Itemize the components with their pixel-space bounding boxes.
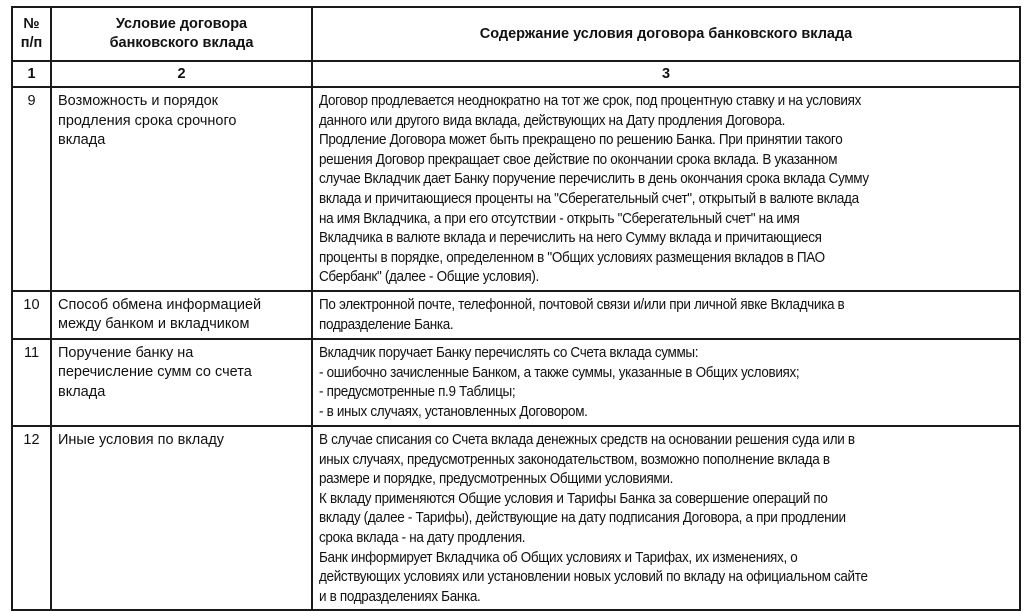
column-number: 1 xyxy=(12,61,51,87)
header-condition xyxy=(51,7,312,61)
content-line: Банк информирует Вкладчика об Общих условиях и Тарифах, их изменениях, о xyxy=(319,549,798,566)
condition-cell xyxy=(51,291,312,339)
content-line: подразделение Банка. xyxy=(319,316,454,333)
content-line: действующих условиях или установлении новых условий по вкладу на официальном сайте xyxy=(319,569,868,586)
table-row xyxy=(12,339,1020,426)
content-line: решения Договор прекращает свое действие по окончании срока вклада. В указанном xyxy=(319,151,838,168)
row-number: 12 xyxy=(12,426,51,610)
content-line: Вкладчика в валюте вклада и перечислить на него Сумму вклада и причитающиеся xyxy=(319,230,822,247)
content-cell xyxy=(312,87,1020,291)
content-line: К вкладу применяются Общие условия и Тарифы Банка за совершение операций по xyxy=(319,490,828,507)
row-number: 10 xyxy=(12,291,51,339)
content-cell xyxy=(312,426,1020,610)
row-number: 9 xyxy=(12,87,51,291)
condition-line: Способ обмена информацией xyxy=(58,296,262,313)
content-line: вклада и причитающиеся проценты на "Сберегательный счет", открытый в валюте вклада xyxy=(319,190,859,207)
header-number-line: п/п xyxy=(20,35,43,51)
header-condition-line: банковского вклада xyxy=(109,35,254,51)
table-header-row xyxy=(12,7,1020,61)
content-line: проценты в порядке, определенном в "Общих условиях размещения вкладов в ПАО xyxy=(319,249,825,266)
content-line: Продление Договора может быть прекращено по решению Банка. При принятии такого xyxy=(319,132,843,149)
column-number-row xyxy=(12,61,1020,87)
content-line: случае Вкладчик дает Банку поручение перечислить в день окончания срока вклада Сумму xyxy=(319,171,869,188)
condition-line: вклада xyxy=(58,132,106,148)
condition-cell xyxy=(51,87,312,291)
deposit-terms-table xyxy=(11,6,1021,611)
column-number: 2 xyxy=(51,61,312,87)
header-content: Содержание условия договора банковского вклада xyxy=(312,7,1020,61)
column-number: 3 xyxy=(312,61,1020,87)
content-line: Сбербанк" (далее - Общие условия). xyxy=(319,269,539,286)
table-row xyxy=(12,87,1020,291)
content-line: Вкладчик поручает Банку перечислять со Счета вклада суммы: xyxy=(319,344,699,361)
content-line: данного или другого вида вклада, действующих на Дату продления Договора. xyxy=(319,112,786,129)
content-line: В случае списания со Счета вклада денежных средств на основании решения суда или в xyxy=(319,431,855,448)
content-line: - в иных случаях, установленных Договором. xyxy=(319,403,588,420)
condition-line: вклада xyxy=(58,383,106,400)
header-number-line: № xyxy=(23,16,40,32)
header-condition-line: Условие договора xyxy=(115,16,248,32)
condition-cell xyxy=(51,426,312,610)
content-line: иных случаях, предусмотренных законодательством, возможно пополнение вклада в xyxy=(319,451,830,468)
table-row xyxy=(12,426,1020,610)
condition-line: Поручение банку на xyxy=(58,344,194,361)
content-line: - ошибочно зачисленные Банком, а также суммы, указанные в Общих условиях; xyxy=(319,364,800,381)
content-line: - предусмотренные п.9 Таблицы; xyxy=(319,384,516,401)
condition-line: между банком и вкладчиком xyxy=(58,316,250,333)
condition-line: продления срока срочного xyxy=(58,112,237,129)
content-line: Договор продлевается неоднократно на тот же срок, под процентную ставку и на условиях xyxy=(319,93,862,109)
table-row xyxy=(12,291,1020,339)
content-cell xyxy=(312,291,1020,339)
header-number xyxy=(12,7,51,61)
content-line: По электронной почте, телефонной, почтовой связи и/или при личной явке Вкладчика в xyxy=(319,296,845,313)
content-line: срока вклада - на дату продления. xyxy=(319,529,526,546)
condition-line: Возможность и порядок xyxy=(58,93,219,109)
condition-cell xyxy=(51,339,312,426)
row-number: 11 xyxy=(12,339,51,426)
condition-line: перечисление сумм со счета xyxy=(58,364,252,381)
content-line: вкладу (далее - Тарифы), действующие на дату подписания Договора, а при продлении xyxy=(319,510,846,527)
content-line: размере и порядке, предусмотренных Общими условиями. xyxy=(319,471,673,488)
condition-line: Иные условия по вкладу xyxy=(58,431,225,448)
content-line: на имя Вкладчика, а при его отсутствии - открыть "Сберегательный счет" на имя xyxy=(319,210,800,227)
content-line: и в подразделениях Банка. xyxy=(319,588,481,605)
content-cell xyxy=(312,339,1020,426)
